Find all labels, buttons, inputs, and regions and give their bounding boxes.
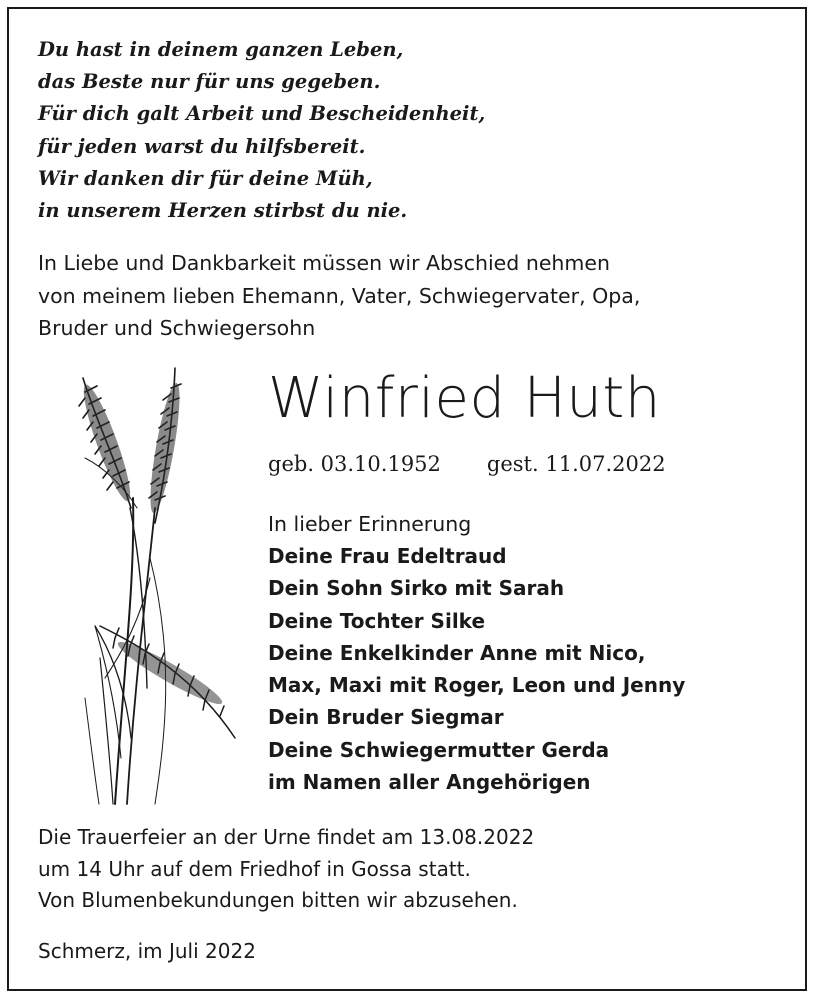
memory-label: In lieber Erinnerung: [268, 512, 472, 536]
birth-date: geb. 03.10.1952: [268, 452, 441, 476]
mourner-line: im Namen aller Angehörigen: [268, 770, 591, 795]
poem: [38, 34, 485, 227]
poem-line: Du hast in deinem ganzen Leben,: [38, 38, 404, 61]
mourner-line: Dein Bruder Siegmar: [268, 705, 504, 730]
ceremony-line: Von Blumenbekundungen bitten wir abzusehen.: [38, 888, 518, 912]
mourner-line: Max, Maxi mit Roger, Leon und Jenny: [268, 673, 686, 698]
death-date: gest. 11.07.2022: [486, 452, 666, 476]
wheat-ears-icon: [55, 358, 245, 806]
poem-line: das Beste nur für uns gegeben.: [38, 70, 381, 94]
intro-line: Bruder und Schwiegersohn: [38, 316, 316, 340]
poem-line: Für dich galt Arbeit und Bescheidenheit,: [38, 102, 486, 126]
mourner-line: Deine Tochter Silke: [268, 608, 486, 633]
poem-line: in unserem Herzen stirbst du nie.: [38, 199, 408, 223]
mourner-line: Deine Schwiegermutter Gerda: [268, 737, 610, 762]
life-dates: [268, 452, 666, 476]
mourner-line: Deine Enkelkinder Anne mit Nico,: [268, 640, 646, 665]
intro-line: In Liebe und Dankbarkeit müssen wir Abschied nehmen: [38, 251, 610, 275]
deceased-name: Winfried Huth: [268, 366, 661, 431]
intro-line: von meinem lieben Ehemann, Vater, Schwiegervater, Opa,: [38, 283, 641, 308]
mourners-list: [268, 540, 685, 798]
intro-text: [38, 247, 640, 345]
poem-line: Wir danken dir für deine Müh,: [38, 166, 373, 190]
ceremony-line: um 14 Uhr auf dem Friedhof in Gossa statt.: [38, 856, 471, 881]
ceremony-line: Die Trauerfeier an der Urne findet am 13.08.2022: [38, 825, 535, 849]
mourner-line: Dein Sohn Sirko mit Sarah: [268, 576, 565, 601]
poem-line: für jeden warst du hilfsbereit.: [38, 134, 366, 158]
mourner-line: Deine Frau Edeltraud: [268, 544, 507, 568]
ceremony-info: [38, 822, 534, 917]
place-date: Schmerz, im Juli 2022: [38, 939, 256, 963]
